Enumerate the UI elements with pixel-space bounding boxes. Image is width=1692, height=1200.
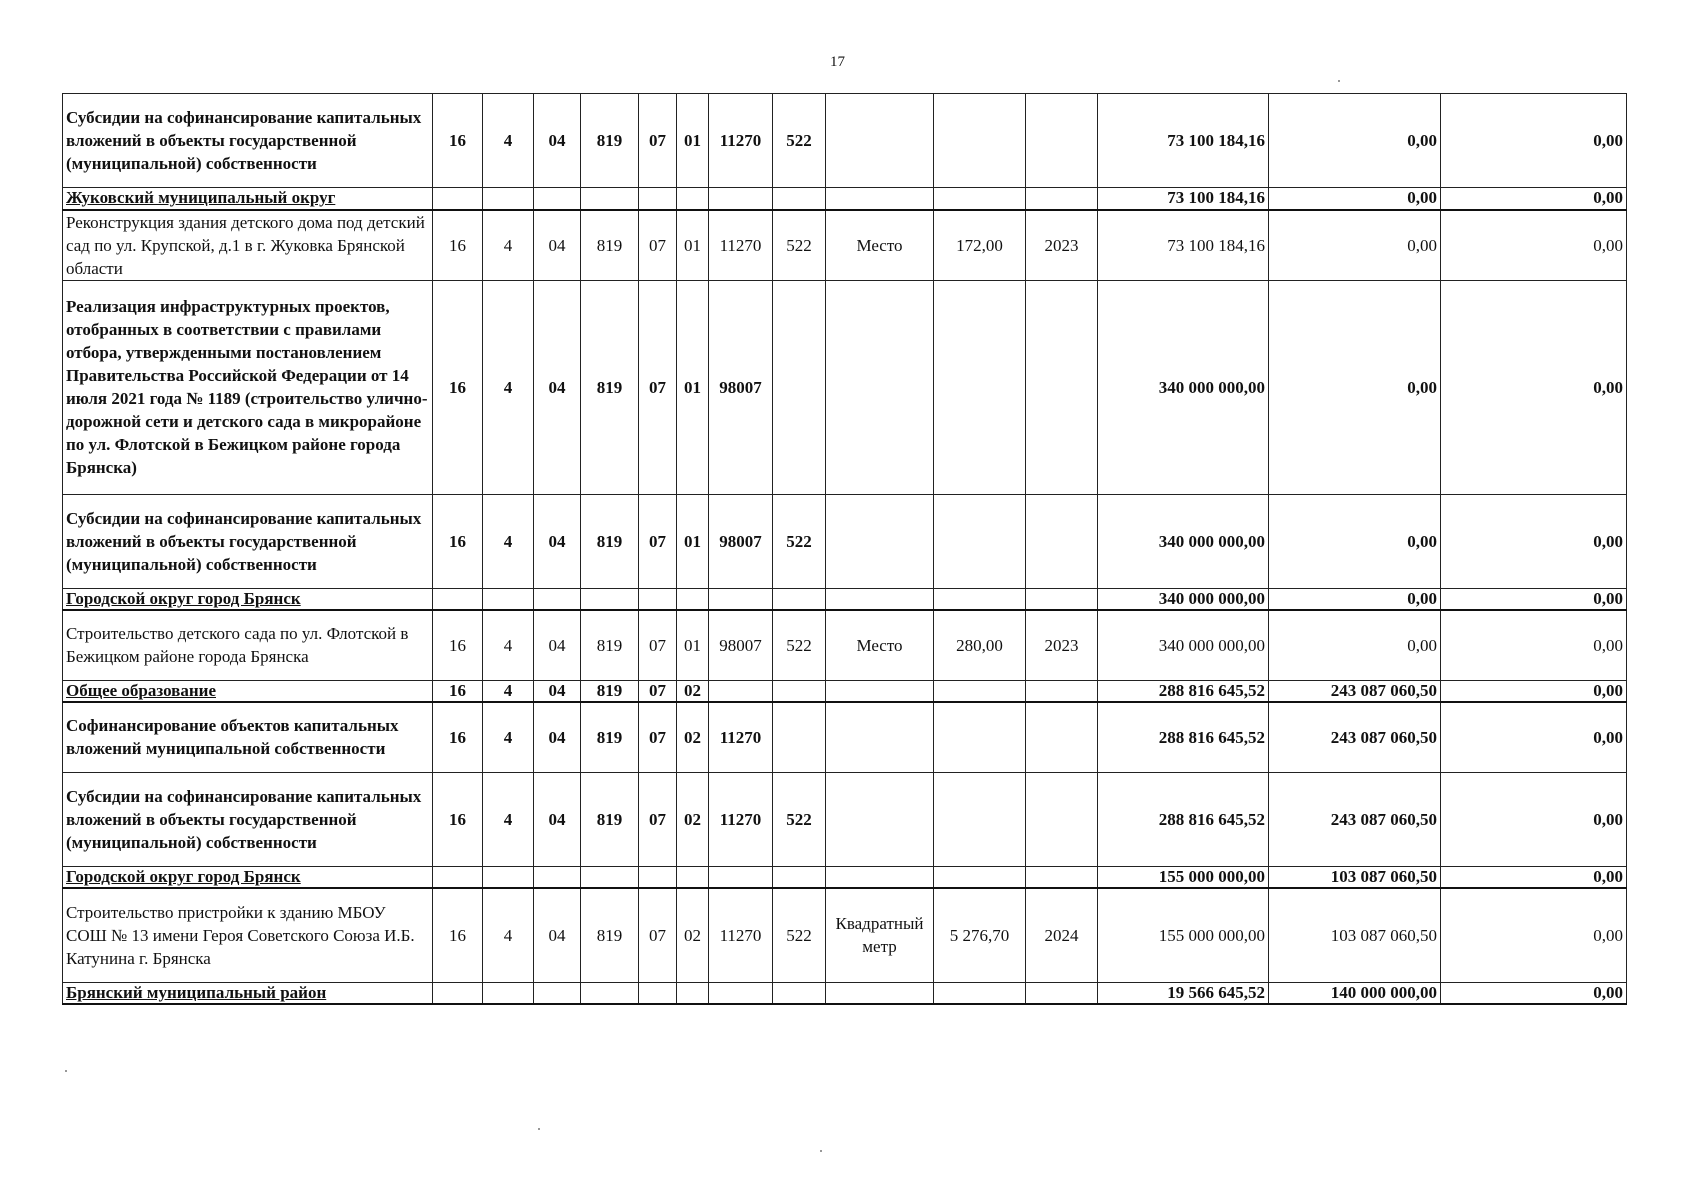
code-cell: 4: [483, 680, 534, 702]
scan-speck: [538, 1128, 540, 1130]
code-cell: [709, 982, 773, 1004]
capacity-cell: 280,00: [934, 610, 1026, 680]
unit-cell: [826, 280, 934, 494]
unit-cell: [826, 188, 934, 210]
amount-cell: 155 000 000,00: [1098, 866, 1269, 888]
code-cell: 4: [483, 494, 534, 588]
amount-cell: 340 000 000,00: [1098, 280, 1269, 494]
row-name: Жуковский муниципальный округ: [63, 188, 433, 210]
code-cell: [677, 188, 709, 210]
code-cell: 07: [639, 680, 677, 702]
code-cell: 16: [433, 210, 483, 281]
amount-cell: 0,00: [1441, 702, 1627, 772]
code-cell: [534, 188, 581, 210]
row-name: Субсидии на софинансирование капитальных вложений в объекты государственной (муниципальной) собственности: [63, 94, 433, 188]
code-cell: [483, 188, 534, 210]
code-cell: 819: [581, 610, 639, 680]
code-cell: 04: [534, 94, 581, 188]
amount-cell: 340 000 000,00: [1098, 494, 1269, 588]
page-number: 17: [830, 54, 845, 70]
code-cell: [483, 982, 534, 1004]
code-cell: 07: [639, 494, 677, 588]
amount-cell: 288 816 645,52: [1098, 702, 1269, 772]
code-cell: 819: [581, 772, 639, 866]
amount-cell: 0,00: [1269, 188, 1441, 210]
code-cell: 98007: [709, 610, 773, 680]
row-name: Софинансирование объектов капитальных вложений муниципальной собственности: [63, 702, 433, 772]
code-cell: 4: [483, 772, 534, 866]
year-cell: [1026, 588, 1098, 610]
code-cell: [773, 982, 826, 1004]
code-cell: 98007: [709, 494, 773, 588]
code-cell: 01: [677, 610, 709, 680]
year-cell: [1026, 94, 1098, 188]
table-row: [63, 702, 1627, 772]
capacity-cell: [934, 280, 1026, 494]
capacity-cell: 172,00: [934, 210, 1026, 281]
capacity-cell: 5 276,70: [934, 888, 1026, 982]
amount-cell: 243 087 060,50: [1269, 772, 1441, 866]
code-cell: 819: [581, 888, 639, 982]
unit-cell: [826, 866, 934, 888]
amount-cell: 288 816 645,52: [1098, 680, 1269, 702]
unit-cell: Место: [826, 210, 934, 281]
amount-cell: 0,00: [1269, 280, 1441, 494]
code-cell: 522: [773, 772, 826, 866]
code-cell: 4: [483, 210, 534, 281]
table-row: [63, 210, 1627, 281]
amount-cell: 243 087 060,50: [1269, 702, 1441, 772]
code-cell: 522: [773, 888, 826, 982]
code-cell: 819: [581, 280, 639, 494]
code-cell: [709, 188, 773, 210]
capacity-cell: [934, 588, 1026, 610]
capacity-cell: [934, 772, 1026, 866]
code-cell: [433, 588, 483, 610]
code-cell: 11270: [709, 702, 773, 772]
code-cell: 522: [773, 94, 826, 188]
code-cell: 16: [433, 610, 483, 680]
code-cell: 819: [581, 210, 639, 281]
code-cell: [534, 982, 581, 1004]
code-cell: 02: [677, 888, 709, 982]
code-cell: 11270: [709, 772, 773, 866]
code-cell: 4: [483, 702, 534, 772]
code-cell: [709, 866, 773, 888]
code-cell: 04: [534, 680, 581, 702]
year-cell: 2023: [1026, 210, 1098, 281]
amount-cell: 0,00: [1441, 772, 1627, 866]
code-cell: 07: [639, 94, 677, 188]
capacity-cell: [934, 188, 1026, 210]
code-cell: 07: [639, 772, 677, 866]
row-name: Городской округ город Брянск: [63, 866, 433, 888]
row-name: Реализация инфраструктурных проектов, отобранных в соответствии с правилами отбора, утвержденными постановлением Правительства Российской Федерации от 14 июля 2021 года № 1189 (строительство улично-дорожной сети и детского сада в микрорайоне по ул. Флотской в Бежицком районе города Брянска): [63, 280, 433, 494]
code-cell: [639, 588, 677, 610]
amount-cell: 0,00: [1441, 494, 1627, 588]
scan-speck: [1338, 80, 1340, 82]
code-cell: 819: [581, 94, 639, 188]
year-cell: 2024: [1026, 888, 1098, 982]
amount-cell: 73 100 184,16: [1098, 210, 1269, 281]
table-row: [63, 982, 1627, 1004]
amount-cell: 288 816 645,52: [1098, 772, 1269, 866]
amount-cell: 155 000 000,00: [1098, 888, 1269, 982]
row-name: Реконструкция здания детского дома под детский сад по ул. Крупской, д.1 в г. Жуковка Брянской области: [63, 210, 433, 281]
code-cell: [639, 982, 677, 1004]
code-cell: [534, 588, 581, 610]
unit-cell: Квадратный метр: [826, 888, 934, 982]
year-cell: [1026, 680, 1098, 702]
amount-cell: 0,00: [1269, 210, 1441, 281]
code-cell: 01: [677, 94, 709, 188]
code-cell: [581, 588, 639, 610]
unit-cell: [826, 982, 934, 1004]
code-cell: [773, 588, 826, 610]
code-cell: 16: [433, 680, 483, 702]
unit-cell: [826, 702, 934, 772]
code-cell: 02: [677, 702, 709, 772]
code-cell: 16: [433, 888, 483, 982]
code-cell: 04: [534, 772, 581, 866]
capacity-cell: [934, 494, 1026, 588]
year-cell: [1026, 982, 1098, 1004]
amount-cell: 0,00: [1269, 588, 1441, 610]
capacity-cell: [934, 680, 1026, 702]
amount-cell: 243 087 060,50: [1269, 680, 1441, 702]
code-cell: 4: [483, 610, 534, 680]
code-cell: [581, 982, 639, 1004]
code-cell: 01: [677, 494, 709, 588]
code-cell: [639, 866, 677, 888]
amount-cell: 0,00: [1441, 188, 1627, 210]
code-cell: [709, 588, 773, 610]
unit-cell: [826, 680, 934, 702]
amount-cell: 140 000 000,00: [1269, 982, 1441, 1004]
amount-cell: 0,00: [1269, 610, 1441, 680]
scan-speck: [65, 1070, 67, 1072]
row-name: Строительство пристройки к зданию МБОУ СОШ № 13 имени Героя Советского Союза И.Б. Катунина г. Брянска: [63, 888, 433, 982]
code-cell: 04: [534, 610, 581, 680]
code-cell: [433, 866, 483, 888]
amount-cell: 0,00: [1441, 210, 1627, 281]
year-cell: 2023: [1026, 610, 1098, 680]
capacity-cell: [934, 982, 1026, 1004]
year-cell: [1026, 280, 1098, 494]
unit-cell: Место: [826, 610, 934, 680]
code-cell: [581, 866, 639, 888]
code-cell: 522: [773, 494, 826, 588]
code-cell: [677, 866, 709, 888]
code-cell: 04: [534, 210, 581, 281]
code-cell: [677, 588, 709, 610]
unit-cell: [826, 494, 934, 588]
code-cell: [433, 188, 483, 210]
code-cell: [773, 866, 826, 888]
code-cell: 16: [433, 772, 483, 866]
code-cell: 4: [483, 94, 534, 188]
code-cell: 07: [639, 280, 677, 494]
table-row: [63, 866, 1627, 888]
amount-cell: 0,00: [1269, 494, 1441, 588]
code-cell: 16: [433, 94, 483, 188]
code-cell: 819: [581, 680, 639, 702]
capacity-cell: [934, 702, 1026, 772]
table-row: [63, 94, 1627, 188]
table-row: [63, 772, 1627, 866]
code-cell: 04: [534, 702, 581, 772]
code-cell: 04: [534, 280, 581, 494]
amount-cell: 340 000 000,00: [1098, 610, 1269, 680]
code-cell: 04: [534, 494, 581, 588]
code-cell: 11270: [709, 888, 773, 982]
code-cell: 07: [639, 210, 677, 281]
code-cell: [773, 680, 826, 702]
amount-cell: 103 087 060,50: [1269, 866, 1441, 888]
code-cell: 02: [677, 772, 709, 866]
capacity-cell: [934, 866, 1026, 888]
code-cell: 4: [483, 280, 534, 494]
year-cell: [1026, 494, 1098, 588]
amount-cell: 0,00: [1441, 280, 1627, 494]
code-cell: [773, 188, 826, 210]
code-cell: 522: [773, 610, 826, 680]
code-cell: [581, 188, 639, 210]
row-name: Строительство детского сада по ул. Флотской в Бежицком районе города Брянска: [63, 610, 433, 680]
amount-cell: 19 566 645,52: [1098, 982, 1269, 1004]
capacity-cell: [934, 94, 1026, 188]
amount-cell: 0,00: [1441, 588, 1627, 610]
code-cell: [483, 866, 534, 888]
code-cell: 16: [433, 494, 483, 588]
code-cell: [709, 680, 773, 702]
amount-cell: 0,00: [1269, 94, 1441, 188]
code-cell: [773, 280, 826, 494]
code-cell: 522: [773, 210, 826, 281]
amount-cell: 0,00: [1441, 982, 1627, 1004]
code-cell: 02: [677, 680, 709, 702]
code-cell: 16: [433, 702, 483, 772]
amount-cell: 0,00: [1441, 94, 1627, 188]
budget-table: [62, 93, 1627, 1005]
table-row: [63, 888, 1627, 982]
code-cell: [677, 982, 709, 1004]
code-cell: 16: [433, 280, 483, 494]
table-row: [63, 680, 1627, 702]
code-cell: [534, 866, 581, 888]
amount-cell: 0,00: [1441, 866, 1627, 888]
code-cell: [773, 702, 826, 772]
code-cell: 11270: [709, 210, 773, 281]
year-cell: [1026, 866, 1098, 888]
amount-cell: 340 000 000,00: [1098, 588, 1269, 610]
code-cell: 07: [639, 702, 677, 772]
amount-cell: 0,00: [1441, 610, 1627, 680]
year-cell: [1026, 702, 1098, 772]
code-cell: [483, 588, 534, 610]
code-cell: 819: [581, 494, 639, 588]
code-cell: 819: [581, 702, 639, 772]
year-cell: [1026, 188, 1098, 210]
table-row: [63, 588, 1627, 610]
unit-cell: [826, 772, 934, 866]
table-row: [63, 188, 1627, 210]
amount-cell: 0,00: [1441, 888, 1627, 982]
row-name: Субсидии на софинансирование капитальных вложений в объекты государственной (муниципальной) собственности: [63, 772, 433, 866]
table-row: [63, 610, 1627, 680]
code-cell: 01: [677, 280, 709, 494]
year-cell: [1026, 772, 1098, 866]
code-cell: 4: [483, 888, 534, 982]
amount-cell: 103 087 060,50: [1269, 888, 1441, 982]
code-cell: [639, 188, 677, 210]
code-cell: 07: [639, 610, 677, 680]
table-row: [63, 280, 1627, 494]
code-cell: 07: [639, 888, 677, 982]
code-cell: 11270: [709, 94, 773, 188]
row-name: Брянский муниципальный район: [63, 982, 433, 1004]
amount-cell: 73 100 184,16: [1098, 188, 1269, 210]
code-cell: [433, 982, 483, 1004]
scan-speck: [820, 1150, 822, 1152]
code-cell: 01: [677, 210, 709, 281]
unit-cell: [826, 94, 934, 188]
row-name: Субсидии на софинансирование капитальных вложений в объекты государственной (муниципальной) собственности: [63, 494, 433, 588]
code-cell: 98007: [709, 280, 773, 494]
amount-cell: 0,00: [1441, 680, 1627, 702]
amount-cell: 73 100 184,16: [1098, 94, 1269, 188]
row-name: Общее образование: [63, 680, 433, 702]
unit-cell: [826, 588, 934, 610]
table-row: [63, 494, 1627, 588]
row-name: Городской округ город Брянск: [63, 588, 433, 610]
code-cell: 04: [534, 888, 581, 982]
